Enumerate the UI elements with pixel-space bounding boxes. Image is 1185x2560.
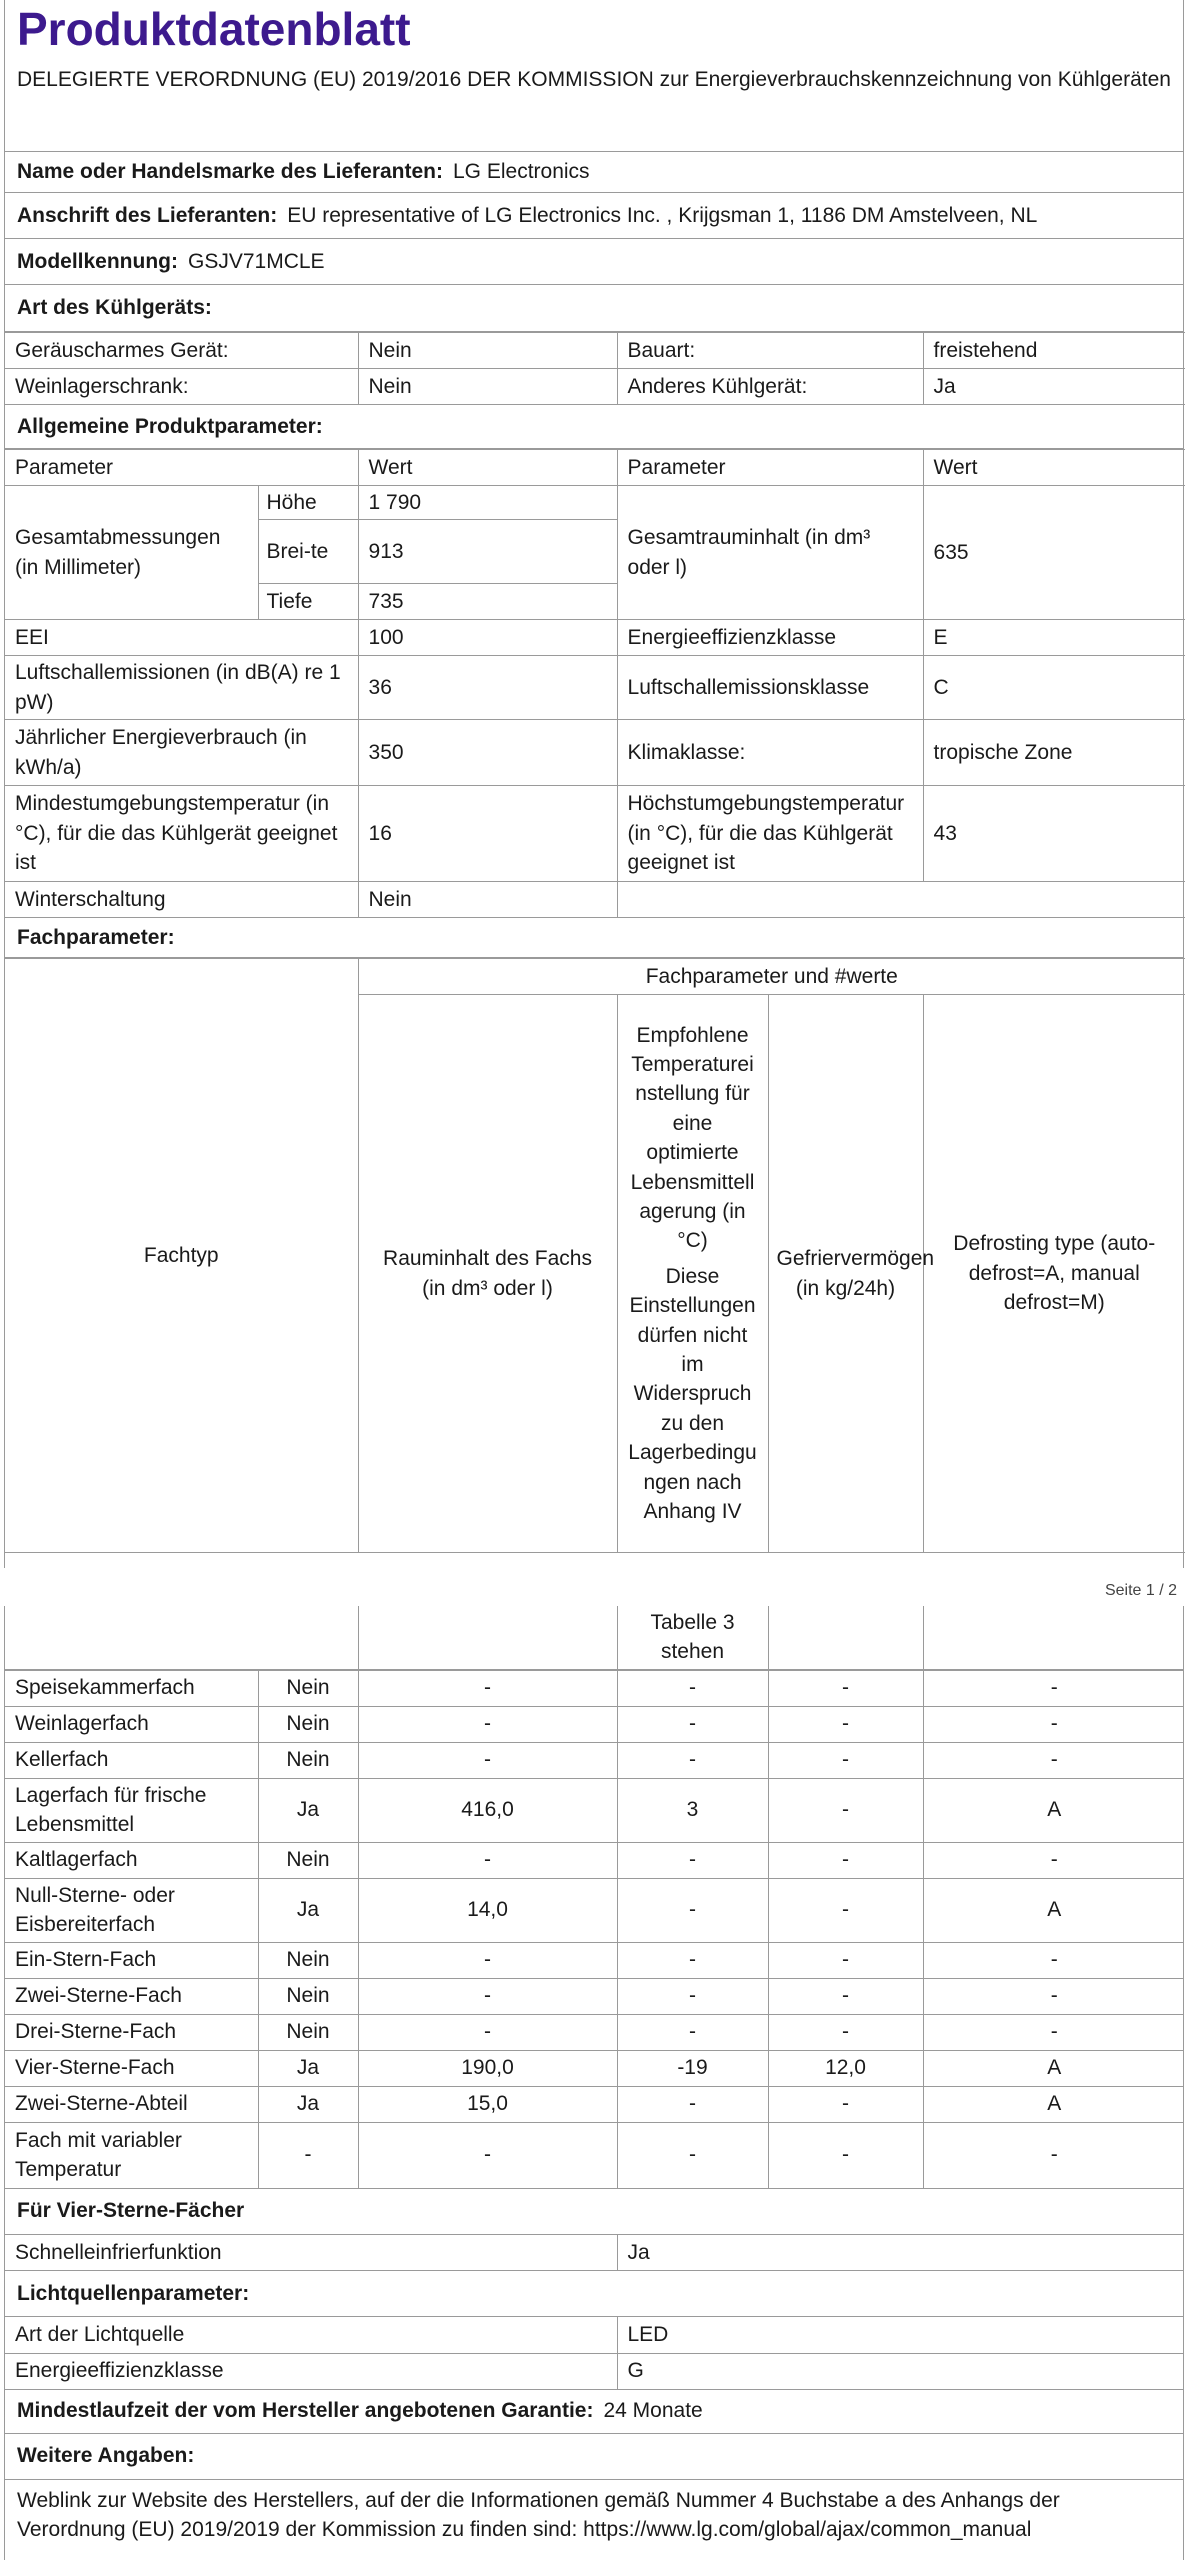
light-class-label: Energieeffizienzklasse [5, 2353, 617, 2389]
compartment-freeze: - [768, 1942, 923, 1978]
general-parameters-table [5, 449, 1185, 918]
compartment-present: Ja [258, 1778, 358, 1842]
low-noise-label: Geräuscharmes Gerät: [5, 333, 358, 369]
compartment-name: Speisekammerfach [5, 1670, 258, 1706]
height-value: 1 790 [358, 486, 617, 520]
compartment-volume: - [358, 1942, 617, 1978]
address-label: Anschrift des Lieferanten: [17, 203, 278, 227]
table-row [5, 1978, 1184, 2014]
col-defrost-header: Defrosting type (auto-defrost=A, manual defrost=M) [923, 995, 1185, 1553]
compartment-defrost: - [923, 2014, 1184, 2050]
compartment-temp: - [617, 2122, 768, 2188]
noise-value: 36 [358, 656, 617, 720]
appliance-type-heading: Art des Kühlgeräts: [17, 296, 212, 320]
energy-class-label: Energieeffizienzklasse [617, 620, 923, 656]
climate-class-label: Klimaklasse: [617, 720, 923, 786]
table-row [5, 450, 1185, 486]
light-table [5, 2317, 1184, 2390]
low-noise-value: Nein [358, 333, 617, 369]
eei-label: EEI [5, 620, 358, 656]
min-temp-label: Mindestumgebungstemperatur (in °C), für die das Kühlgerät geeignet ist [5, 786, 358, 882]
table-row [5, 2014, 1184, 2050]
table-row [5, 720, 1185, 786]
compartment-volume: - [358, 2014, 617, 2050]
compartment-freeze: - [768, 1670, 923, 1706]
warranty-label: Mindestlaufzeit der vom Hersteller angebotenen Garantie: [17, 2399, 594, 2423]
winter-value: Nein [358, 882, 617, 918]
compartment-freeze: - [768, 2122, 923, 2188]
table-row [5, 2235, 1184, 2271]
table-row [5, 1670, 1184, 1706]
compartment-volume: 15,0 [358, 2086, 617, 2122]
supplier-label: Name oder Handelsmarke des Lieferanten: [17, 160, 443, 184]
compartment-volume: - [358, 1706, 617, 1742]
table-row [5, 1606, 1184, 1669]
design-value: freistehend [923, 333, 1185, 369]
compartment-present: Ja [258, 2086, 358, 2122]
compartment-name: Drei-Sterne-Fach [5, 2014, 258, 2050]
compartment-temp: - [617, 1706, 768, 1742]
dimensions-label: Gesamtabmessungen (in Millimeter) [5, 486, 258, 620]
further-text: Weblink zur Website des Herstellers, auf der die Informationen gemäß Nummer 4 Buchstabe a des Anhangs der Verordnung (EU) 2019/2019 der Kommission zu finden sind: [17, 2488, 1060, 2541]
compartment-defrost: - [923, 1978, 1184, 2014]
compartment-temp: - [617, 1742, 768, 1778]
volume-value: 635 [923, 486, 1185, 620]
table-row [5, 1706, 1184, 1742]
compartment-defrost: - [923, 1842, 1184, 1878]
compartment-freeze: - [768, 1706, 923, 1742]
compartment-name: Kellerfach [5, 1742, 258, 1778]
compartment-volume: - [358, 1842, 617, 1878]
further-heading-row [5, 2434, 1183, 2480]
compartment-present: Nein [258, 1670, 358, 1706]
compartments-body-table [5, 1670, 1184, 2189]
compartment-temp: -19 [617, 2050, 768, 2086]
col-header-param: Parameter [5, 450, 358, 486]
supplier-row [5, 152, 1183, 193]
compartment-freeze: - [768, 1878, 923, 1942]
table-row [5, 486, 1185, 520]
compartment-temp: - [617, 1670, 768, 1706]
wine-cabinet-value: Nein [358, 369, 617, 405]
model-value: GSJV71MCLE [188, 249, 325, 273]
min-temp-value: 16 [358, 786, 617, 882]
col-header-value: Wert [358, 450, 617, 486]
wine-cabinet-label: Weinlagerschrank: [5, 369, 358, 405]
document-subtitle: DELEGIERTE VERORDNUNG (EU) 2019/2016 DER KOMMISSION zur Energieverbrauchskennzeichnung von Kühlgeräten [17, 68, 1171, 92]
manufacturer-weblink[interactable]: https://www.lg.com/global/ajax/common_manual [583, 2517, 1032, 2541]
other-appliance-value: Ja [923, 369, 1185, 405]
compartment-freeze: 12,0 [768, 2050, 923, 2086]
compartments-header-table [5, 958, 1185, 1553]
width-value: 913 [358, 520, 617, 584]
table-row [5, 1878, 1184, 1942]
compartment-volume: - [358, 1670, 617, 1706]
further-info [5, 2480, 1183, 2551]
four-star-heading-row [5, 2189, 1183, 2235]
compartments-heading: Fachparameter: [17, 925, 175, 949]
four-star-heading: Für Vier-Sterne-Fächer [17, 2199, 245, 2223]
table-row [5, 1778, 1184, 1842]
model-label: Modellkennung: [17, 249, 178, 273]
document-title: Produktdatenblatt [17, 3, 411, 55]
col-volume-header: Rauminhalt des Fachs (in dm³ oder l) [358, 995, 617, 1553]
compartment-defrost: - [923, 1706, 1184, 1742]
empty-cell [5, 1606, 358, 1669]
table-row [5, 369, 1185, 405]
appliance-type-table [5, 332, 1185, 405]
col-temp-header-part-1: Empfohlene Temperatureinstellung für eine optimierte Lebensmittellagerung (in °C) [630, 1023, 755, 1253]
compartment-name: Zwei-Sterne-Abteil [5, 2086, 258, 2122]
compartment-rows [5, 1670, 1184, 2188]
compartment-volume: - [358, 1742, 617, 1778]
noise-class-value: C [923, 656, 1185, 720]
further-heading: Weitere Angaben: [17, 2444, 195, 2468]
compartment-temp: 3 [617, 1778, 768, 1842]
volume-label: Gesamtrauminhalt (in dm³ oder l) [617, 486, 923, 620]
empty-cell [617, 882, 1185, 918]
quick-freeze-label: Schnelleinfrierfunktion [5, 2235, 617, 2271]
compartment-defrost: - [923, 1742, 1184, 1778]
compartment-present: Nein [258, 1942, 358, 1978]
compartment-name: Lagerfach für frische Lebensmittel [5, 1778, 258, 1842]
warranty-row [5, 2390, 1183, 2434]
compartment-temp: - [617, 1878, 768, 1942]
width-label: Brei-te [258, 520, 358, 584]
compartment-name: Fach mit variabler Temperatur [5, 2122, 258, 2188]
compartment-present: - [258, 2122, 358, 2188]
col-freeze-header: Gefriervermögen (in kg/24h) [768, 995, 923, 1553]
table-row [5, 1942, 1184, 1978]
climate-class-value: tropische Zone [923, 720, 1185, 786]
light-type-value: LED [617, 2317, 1184, 2353]
fachtyp-header: Fachtyp [5, 959, 358, 1553]
compartment-volume: 416,0 [358, 1778, 617, 1842]
table-row [5, 333, 1185, 369]
table-row [5, 2122, 1184, 2188]
height-label: Höhe [258, 486, 358, 520]
compartment-freeze: - [768, 1778, 923, 1842]
table-row [5, 656, 1185, 720]
page-one [4, 0, 1184, 1568]
other-appliance-label: Anderes Kühlgerät: [617, 369, 923, 405]
compartment-volume: - [358, 1978, 617, 2014]
col-temp-header [617, 995, 768, 1553]
group-header: Fachparameter und #werte [358, 959, 1185, 995]
compartment-defrost: A [923, 2086, 1184, 2122]
compartment-present: Nein [258, 1842, 358, 1878]
general-heading: Allgemeine Produktparameter: [17, 414, 323, 438]
compartment-temp: - [617, 1942, 768, 1978]
page-two [4, 1606, 1184, 2560]
compartment-freeze: - [768, 1978, 923, 2014]
quick-freeze-value: Ja [617, 2235, 1184, 2271]
compartment-present: Nein [258, 1978, 358, 2014]
address-value: EU representative of LG Electronics Inc. , Krijgsman 1, 1186 DM Amstelveen, NL [287, 203, 1038, 227]
compartment-name: Weinlagerfach [5, 1706, 258, 1742]
compartment-volume: - [358, 2122, 617, 2188]
table-row [5, 2050, 1184, 2086]
compartment-name: Null-Sterne- oder Eisbereiterfach [5, 1878, 258, 1942]
table-row [5, 2086, 1184, 2122]
compartments-table [5, 1606, 1184, 1670]
table-row [5, 786, 1185, 882]
compartment-defrost: A [923, 2050, 1184, 2086]
compartment-freeze: - [768, 2014, 923, 2050]
table-row [5, 1742, 1184, 1778]
max-temp-label: Höchstumgebungstemperatur (in °C), für die das Kühlgerät geeignet ist [617, 786, 923, 882]
annual-energy-value: 350 [358, 720, 617, 786]
eei-value: 100 [358, 620, 617, 656]
warranty-value: 24 Monate [603, 2399, 703, 2423]
compartment-name: Kaltlagerfach [5, 1842, 258, 1878]
compartment-present: Ja [258, 2050, 358, 2086]
energy-class-value: E [923, 620, 1185, 656]
title-block [5, 0, 1183, 152]
depth-value: 735 [358, 584, 617, 620]
light-type-label: Art der Lichtquelle [5, 2317, 617, 2353]
page-number: Seite 1 / 2 [1104, 1582, 1177, 1599]
compartment-name: Vier-Sterne-Fach [5, 2050, 258, 2086]
appliance-type-heading-row [5, 285, 1183, 332]
winter-label: Winterschaltung [5, 882, 358, 918]
compartment-defrost: - [923, 1942, 1184, 1978]
compartment-temp: - [617, 1842, 768, 1878]
compartment-present: Nein [258, 1706, 358, 1742]
compartment-present: Nein [258, 2014, 358, 2050]
light-heading-row [5, 2271, 1183, 2317]
compartment-freeze: - [768, 1842, 923, 1878]
col-temp-header-part-2: Diese Einstellungen dürfen nicht im Widerspruch zu den Lagerbedingungen nach Anhang IV [628, 1264, 757, 1523]
compartment-freeze: - [768, 2086, 923, 2122]
supplier-value: LG Electronics [453, 160, 590, 184]
max-temp-value: 43 [923, 786, 1185, 882]
compartment-name: Ein-Stern-Fach [5, 1942, 258, 1978]
compartment-freeze: - [768, 1742, 923, 1778]
address-row [5, 193, 1183, 239]
compartment-defrost: A [923, 1778, 1184, 1842]
col-temp-header-part-3: Tabelle 3 stehen [617, 1606, 768, 1669]
col-header-param-2: Parameter [617, 450, 923, 486]
general-heading-row [5, 405, 1183, 449]
compartment-temp: - [617, 1978, 768, 2014]
model-row [5, 239, 1183, 285]
noise-label: Luftschallemissionen (in dB(A) re 1 pW) [5, 656, 358, 720]
table-row [5, 959, 1185, 995]
table-row [5, 2317, 1184, 2353]
light-heading: Lichtquellenparameter: [17, 2281, 250, 2305]
compartment-temp: - [617, 2086, 768, 2122]
col-header-value-2: Wert [923, 450, 1185, 486]
compartment-defrost: - [923, 1670, 1184, 1706]
light-class-value: G [617, 2353, 1184, 2389]
compartment-defrost: A [923, 1878, 1184, 1942]
design-label: Bauart: [617, 333, 923, 369]
compartments-heading-row [5, 918, 1183, 958]
compartment-present: Ja [258, 1878, 358, 1942]
depth-label: Tiefe [258, 584, 358, 620]
empty-cell [768, 1606, 923, 1669]
noise-class-label: Luftschallemissionsklasse [617, 656, 923, 720]
empty-cell [923, 1606, 1184, 1669]
compartment-defrost: - [923, 2122, 1184, 2188]
four-star-table [5, 2235, 1184, 2272]
compartment-volume: 14,0 [358, 1878, 617, 1942]
compartment-present: Nein [258, 1742, 358, 1778]
empty-cell [358, 1606, 617, 1669]
compartment-name: Zwei-Sterne-Fach [5, 1978, 258, 2014]
annual-energy-label: Jährlicher Energieverbrauch (in kWh/a) [5, 720, 358, 786]
table-row [5, 882, 1185, 918]
compartment-temp: - [617, 2014, 768, 2050]
table-row [5, 2353, 1184, 2389]
table-row [5, 1842, 1184, 1878]
compartment-volume: 190,0 [358, 2050, 617, 2086]
table-row [5, 620, 1185, 656]
